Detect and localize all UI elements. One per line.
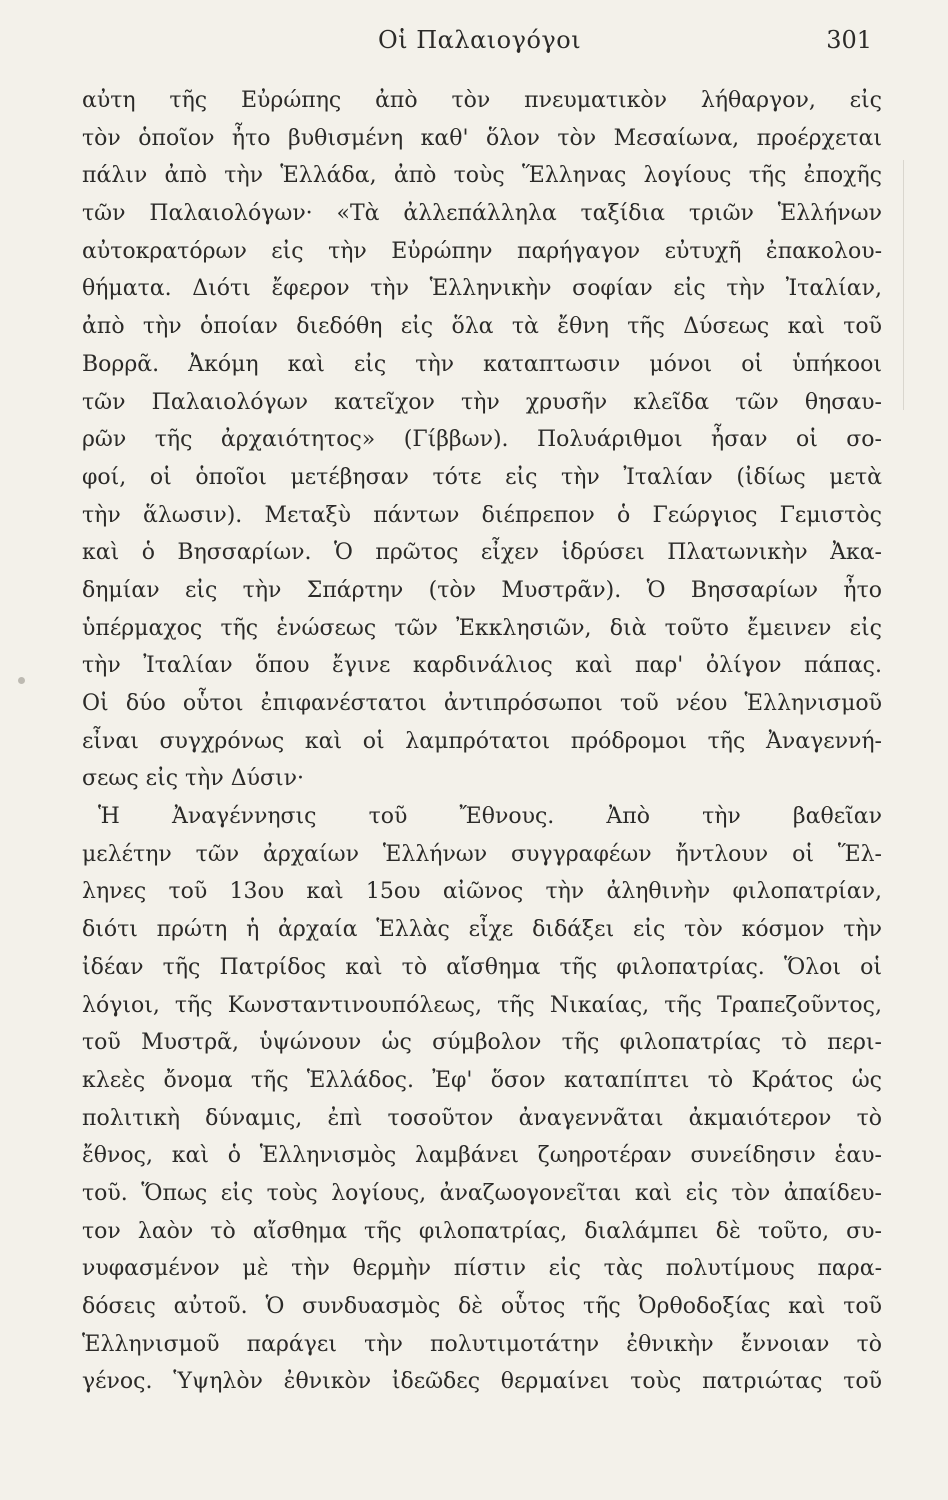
text-line: τὴν Ἰταλίαν ὅπου ἔγινε καρδινάλιος καὶ παρ' ὀλίγον πάπας. [82, 653, 882, 679]
text-line: ἀπὸ τὴν ὁποίαν διεδόθη εἰς ὅλα τὰ ἔθνη τῆς Δύσεως καὶ τοῦ [82, 314, 882, 340]
text-line: τὸν ὁποῖον ἦτο βυθισμένη καθ' ὅλον τὸν Μεσαίωνα, προέρχεται [82, 125, 882, 151]
section-heading-line: Ἡ Ἀναγέννησις τοῦ Ἔθνους. Ἀπὸ τὴν βαθεῖαν [98, 804, 882, 830]
text-line: γένος. Ὑψηλὸν ἐθνικὸν ἰδεῶδες θερμαίνει τοὺς πατριώτας τοῦ [82, 1369, 882, 1395]
text-line: θήματα. Διότι ἔφερον τὴν Ἑλληνικὴν σοφίαν εἰς τὴν Ἰταλίαν, [82, 276, 882, 302]
text-line: Βορρᾶ. Ἀκόμη καὶ εἰς τὴν καταπτωσιν μόνοι οἱ ὑπήκοοι [82, 351, 882, 377]
text-line: πάλιν ἀπὸ τὴν Ἑλλάδα, ἀπὸ τοὺς Ἕλληνας λογίους τῆς ἐποχῆς [82, 163, 882, 189]
running-title: Οἱ Παλαιογόγοι [378, 26, 582, 54]
text-line: εἶναι συγχρόνως καὶ οἱ λαμπρότατοι πρόδρομοι τῆς Ἀναγεννή- [82, 728, 882, 754]
text-line: διότι πρώτη ἡ ἀρχαία Ἑλλὰς εἶχε διδάξει εἰς τὸν κόσμον τὴν [82, 917, 882, 943]
paragraph-1 [82, 82, 882, 798]
text-line: καὶ ὁ Βησσαρίων. Ὁ πρῶτος εἶχεν ἱδρύσει Πλατωνικὴν Ἀκα- [82, 540, 882, 566]
text-line: ρῶν τῆς ἀρχαιότητος» (Γίββων). Πολυάριθμοι ἦσαν οἱ σο- [82, 427, 882, 453]
text-line: ἰδέαν τῆς Πατρίδος καὶ τὸ αἴσθημα τῆς φιλοπατρίας. Ὅλοι οἱ [82, 954, 882, 980]
text-line: πολιτικὴ δύναμις, ἐπὶ τοσοῦτον ἀναγεννᾶται ἀκμαιότερον τὸ [82, 1105, 882, 1131]
text-line: ληνες τοῦ 13ου καὶ 15ου αἰῶνος τὴν ἀληθινὴν φιλοπατρίαν, [82, 879, 882, 905]
text-line: ἔθνος, καὶ ὁ Ἑλληνισμὸς λαμβάνει ζωηροτέραν συνείδησιν ἑαυ- [82, 1143, 882, 1169]
text-line: νυφασμένον μὲ τὴν θερμὴν πίστιν εἰς τὰς πολυτίμους παρα- [82, 1256, 882, 1282]
text-line: σεως εἰς τὴν Δύσιν· [82, 766, 304, 792]
text-line: Οἱ δύο οὗτοι ἐπιφανέστατοι ἀντιπρόσωποι τοῦ νέου Ἑλληνισμοῦ [82, 691, 882, 716]
page-body [82, 82, 882, 1401]
text-line: κλεὲς ὄνομα τῆς Ἑλλάδος. Ἐφ' ὅσον καταπίπτει τὸ Κράτος ὡς [82, 1067, 882, 1093]
text-line: τῶν Παλαιολόγων κατεῖχον τὴν χρυσῆν κλεῖδα τῶν θησαυ- [82, 389, 882, 415]
text-line: τον λαὸν τὸ αἴσθημα τῆς φιλοπατρίας, διαλάμπει δὲ τοῦτο, συ- [82, 1218, 882, 1244]
text-line: τὴν ἅλωσιν). Μεταξὺ πάντων διέπρεπον ὁ Γεώργιος Γεμιστὸς [82, 502, 882, 528]
text-line: τοῦ. Ὅπως εἰς τοὺς λογίους, ἀναζωογονεῖται καὶ εἰς τὸν ἀπαίδευ- [82, 1180, 882, 1206]
margin-dot [18, 677, 25, 684]
page-header [0, 26, 948, 62]
text-line: Ἑλληνισμοῦ παράγει τὴν πολυτιμοτάτην ἐθνικὴν ἔννοιαν τὸ [82, 1331, 882, 1357]
text-line: τῶν Παλαιολόγων· «Τὰ ἀλλεπάλληλα ταξίδια τριῶν Ἑλλήνων [82, 201, 882, 227]
text-line: δόσεις αὐτοῦ. Ὁ συνδυασμὸς δὲ οὗτος τῆς Ὀρθοδοξίας καὶ τοῦ [82, 1294, 882, 1319]
text-line: δημίαν εἰς τὴν Σπάρτην (τὸν Μυστρᾶν). Ὁ Βησσαρίων ἦτο [82, 577, 882, 603]
text-line: ὑπέρμαχος τῆς ἑνώσεως τῶν Ἐκκλησιῶν, διὰ τοῦτο ἔμεινεν εἰς [82, 615, 882, 641]
text-line: αὐτοκρατόρων εἰς τὴν Εὐρώπην παρήγαγον εὐτυχῆ ἐπακολου- [82, 238, 882, 264]
text-line: λόγιοι, τῆς Κωνσταντινουπόλεως, τῆς Νικαίας, τῆς Τραπεζοῦντος, [82, 992, 882, 1018]
text-line: τοῦ Μυστρᾶ, ὑψώνουν ὡς σύμβολον τῆς φιλοπατρίας τὸ περι- [82, 1030, 882, 1056]
paragraph-2 [82, 798, 882, 1401]
text-line: μελέτην τῶν ἀρχαίων Ἑλλήνων συγγραφέων ἤντλουν οἱ Ἕλ- [82, 841, 882, 867]
text-line: φοί, οἱ ὁποῖοι μετέβησαν τότε εἰς τὴν Ἰταλίαν (ἰδίως μετὰ [82, 464, 882, 490]
page-number: 301 [826, 26, 872, 54]
text-line: αὐτη τῆς Εὐρώπης ἀπὸ τὸν πνευματικὸν λήθαργον, εἰς [82, 88, 882, 113]
margin-rule [903, 160, 904, 410]
